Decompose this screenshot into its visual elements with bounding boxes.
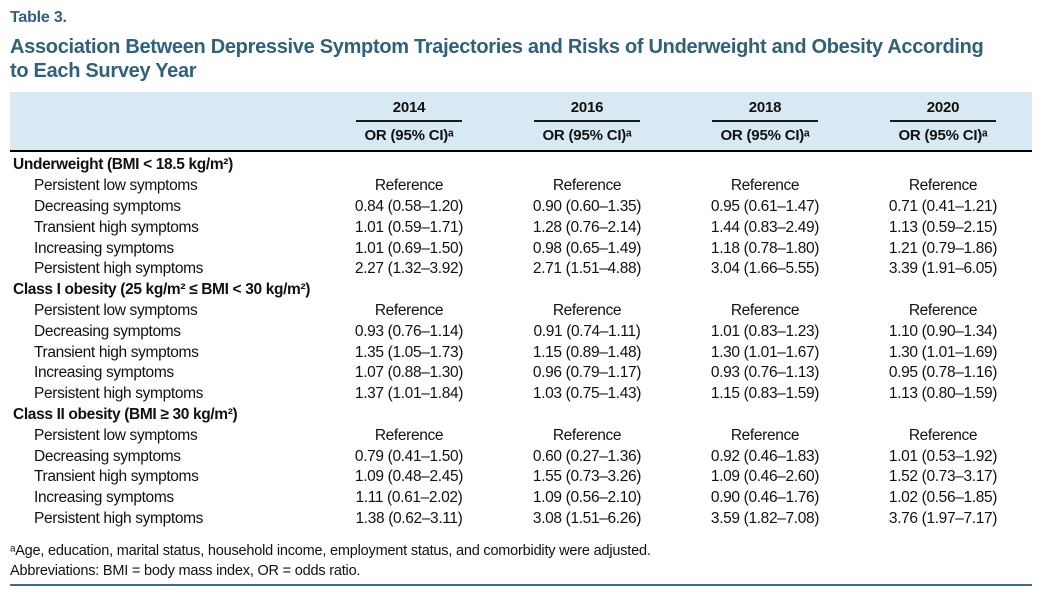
table-row — [10, 217, 1032, 238]
or-value: 0.90 (0.46–1.76) — [710, 489, 820, 507]
or-value: 1.18 (0.78–1.80) — [710, 239, 820, 257]
row-label: Transient high symptoms — [34, 468, 199, 486]
year-label: 2014 — [392, 99, 426, 116]
or-value: Reference — [730, 301, 800, 319]
year-underline — [356, 120, 462, 122]
year-column-2016 — [498, 92, 676, 150]
or-value: 1.15 (0.83–1.59) — [710, 385, 820, 403]
or-value: 0.92 (0.46–1.83) — [710, 447, 820, 465]
table-row — [10, 384, 1032, 405]
footnote-adjustment: ᵃAge, education, marital status, household income, employment status, and comorbidity were adjusted. — [10, 543, 651, 560]
or-ci-label: OR (95% CI)ᵃ — [364, 127, 454, 144]
or-value: Reference — [908, 426, 978, 444]
or-value: 0.95 (0.61–1.47) — [710, 197, 820, 215]
section-header: Underweight (BMI < 18.5 kg/m²) — [13, 156, 233, 174]
or-value: 0.90 (0.60–1.35) — [532, 197, 642, 215]
or-value: 1.01 (0.83–1.23) — [710, 322, 820, 340]
or-value: 3.76 (1.97–7.17) — [888, 509, 998, 527]
or-value: 0.84 (0.58–1.20) — [354, 197, 464, 215]
year-column-2018 — [676, 92, 854, 150]
or-value: 1.21 (0.79–1.86) — [888, 239, 998, 257]
or-value: 1.09 (0.48–2.45) — [354, 468, 464, 486]
or-value: Reference — [908, 177, 978, 195]
or-value: Reference — [730, 177, 800, 195]
bottom-divider — [10, 584, 1032, 586]
table-row — [10, 238, 1032, 259]
or-value: Reference — [908, 301, 978, 319]
table-footnotes — [10, 542, 1032, 581]
row-label: Transient high symptoms — [34, 343, 199, 361]
or-value: 1.30 (1.01–1.69) — [888, 343, 998, 361]
year-label: 2018 — [748, 99, 782, 116]
year-underline — [712, 120, 818, 122]
or-value: 1.01 (0.59–1.71) — [354, 218, 464, 236]
or-value: 3.39 (1.91–6.05) — [888, 260, 998, 278]
or-value: 1.13 (0.80–1.59) — [888, 385, 998, 403]
year-label: 2016 — [570, 99, 604, 116]
table-row — [10, 342, 1032, 363]
or-value: Reference — [552, 301, 622, 319]
year-underline — [534, 120, 640, 122]
or-value: 1.02 (0.56–1.85) — [888, 489, 998, 507]
or-value: 1.11 (0.61–2.02) — [355, 489, 463, 507]
table-row — [10, 467, 1032, 488]
or-ci-label: OR (95% CI)ᵃ — [898, 127, 988, 144]
footnote-abbreviations: Abbreviations: BMI = body mass index, OR = odds ratio. — [10, 562, 361, 579]
table-row — [10, 176, 1032, 197]
row-label: Decreasing symptoms — [34, 447, 181, 465]
year-label: 2020 — [926, 99, 960, 116]
or-value: 0.93 (0.76–1.14) — [354, 322, 464, 340]
or-ci-label: OR (95% CI)ᵃ — [542, 127, 632, 144]
or-value: Reference — [552, 177, 622, 195]
or-value: 1.30 (1.01–1.67) — [710, 343, 820, 361]
or-value: 1.03 (0.75–1.43) — [532, 385, 642, 403]
year-column-2014 — [320, 92, 498, 150]
or-value: 0.98 (0.65–1.49) — [532, 239, 642, 257]
or-value: Reference — [374, 426, 444, 444]
or-value: 0.79 (0.41–1.50) — [354, 447, 464, 465]
table-row — [10, 363, 1032, 384]
table-row — [10, 259, 1032, 280]
row-label: Persistent high symptoms — [34, 509, 204, 527]
table-title: Association Between Depressive Symptom Trajectories and Risks of Underweight and Obesity According to Each Survey Year — [10, 36, 984, 82]
or-value: 2.27 (1.32–3.92) — [354, 260, 464, 278]
row-label: Persistent low symptoms — [34, 426, 198, 444]
table-label: Table 3. — [10, 9, 67, 26]
row-label: Persistent high symptoms — [34, 385, 204, 403]
section-header-row — [10, 155, 1032, 176]
or-value: 0.95 (0.78–1.16) — [888, 364, 998, 382]
row-label: Persistent low symptoms — [34, 301, 198, 319]
or-value: 1.28 (0.76–2.14) — [532, 218, 642, 236]
table-row — [10, 425, 1032, 446]
table-row — [10, 446, 1032, 467]
table-row — [10, 197, 1032, 218]
year-underline — [890, 120, 996, 122]
or-value: 2.71 (1.51–4.88) — [532, 260, 642, 278]
or-value: 3.59 (1.82–7.08) — [710, 509, 820, 527]
or-value: 1.01 (0.53–1.92) — [888, 447, 998, 465]
or-ci-label: OR (95% CI)ᵃ — [720, 127, 810, 144]
or-value: 1.55 (0.73–3.26) — [532, 468, 642, 486]
table-row — [10, 488, 1032, 509]
row-label: Increasing symptoms — [34, 489, 174, 507]
or-value: 1.10 (0.90–1.34) — [888, 322, 998, 340]
section-header: Class II obesity (BMI ≥ 30 kg/m²) — [13, 405, 238, 423]
or-value: 0.93 (0.76–1.13) — [710, 364, 820, 382]
row-label: Transient high symptoms — [34, 218, 199, 236]
table-row — [10, 301, 1032, 322]
or-value: 3.08 (1.51–6.26) — [532, 509, 642, 527]
or-value: 0.96 (0.79–1.17) — [532, 364, 642, 382]
table-body — [10, 152, 1032, 529]
or-value: 1.52 (0.73–3.17) — [888, 468, 998, 486]
or-value: 1.09 (0.56–2.10) — [532, 489, 642, 507]
section-header-row — [10, 405, 1032, 426]
table-row — [10, 509, 1032, 530]
table-column-header — [10, 92, 1032, 152]
or-value: 1.37 (1.01–1.84) — [354, 385, 464, 403]
table-row — [10, 321, 1032, 342]
or-value: 0.60 (0.27–1.36) — [532, 447, 642, 465]
row-label: Persistent low symptoms — [34, 177, 198, 195]
header-label-spacer — [10, 92, 320, 150]
row-label: Decreasing symptoms — [34, 197, 181, 215]
or-value: 1.01 (0.69–1.50) — [354, 239, 464, 257]
or-value: 1.38 (0.62–3.11) — [355, 509, 463, 527]
or-value: 0.91 (0.74–1.11) — [533, 322, 641, 340]
row-label: Decreasing symptoms — [34, 322, 181, 340]
or-value: 0.71 (0.41–1.21) — [888, 197, 998, 215]
row-label: Persistent high symptoms — [34, 260, 204, 278]
section-header-row — [10, 280, 1032, 301]
year-column-2020 — [854, 92, 1032, 150]
or-value: 1.44 (0.83–2.49) — [710, 218, 820, 236]
or-value: 1.35 (1.05–1.73) — [354, 343, 464, 361]
or-value: 1.09 (0.46–2.60) — [710, 468, 820, 486]
or-value: Reference — [374, 301, 444, 319]
or-value: 1.13 (0.59–2.15) — [888, 218, 998, 236]
section-header: Class I obesity (25 kg/m² ≤ BMI < 30 kg/m²) — [13, 281, 311, 299]
or-value: 1.07 (0.88–1.30) — [354, 364, 464, 382]
or-value: Reference — [552, 426, 622, 444]
or-value: 3.04 (1.66–5.55) — [710, 260, 820, 278]
or-value: 1.15 (0.89–1.48) — [532, 343, 642, 361]
row-label: Increasing symptoms — [34, 364, 174, 382]
or-value: Reference — [374, 177, 444, 195]
or-value: Reference — [730, 426, 800, 444]
row-label: Increasing symptoms — [34, 239, 174, 257]
